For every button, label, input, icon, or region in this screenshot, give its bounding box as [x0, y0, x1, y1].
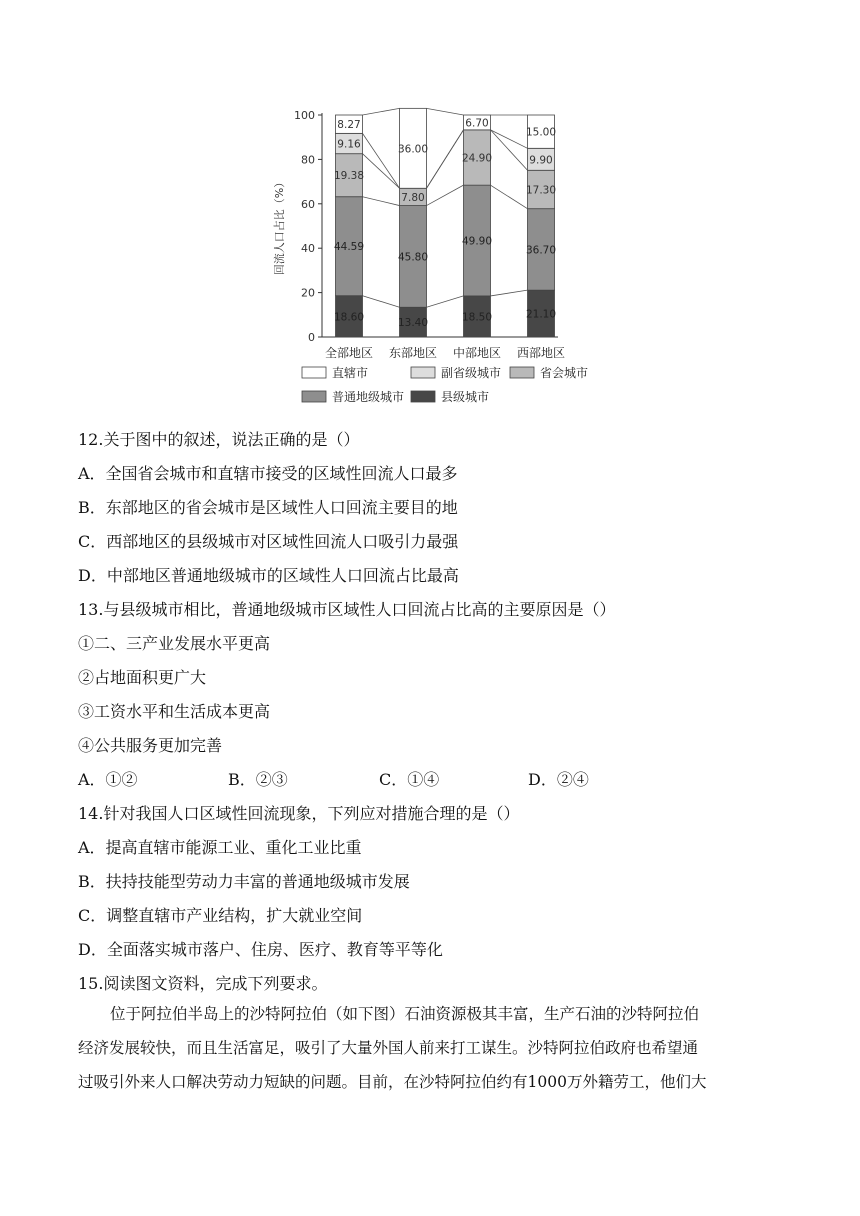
x-category-label: 东部地区 [388, 346, 438, 360]
q14-stem: 14.针对我国人口区域性回流现象，下列应对措施合理的是（） [78, 804, 520, 823]
legend-label: 省会城市 [540, 366, 589, 380]
y-tick-label: 60 [301, 197, 315, 211]
x-category-label: 中部地区 [452, 346, 502, 360]
q13-item-1: ①二、三产业发展水平更高 [78, 634, 271, 653]
connector-line [491, 130, 528, 148]
connector-line [427, 185, 464, 205]
x-category-label: 全部地区 [324, 346, 374, 360]
stacked-bar-chart [270, 100, 600, 415]
q13-item-3: ③工资水平和生活成本更高 [78, 702, 271, 721]
data-label: 36.70 [525, 244, 557, 257]
data-label: 8.27 [337, 119, 361, 132]
connector-line [427, 108, 464, 115]
connector-line [491, 185, 528, 209]
connector-line [491, 130, 528, 170]
x-category-label: 西部地区 [516, 346, 566, 360]
q14-option-b: B．扶持技能型劳动力丰富的普通地级城市发展 [78, 872, 410, 891]
data-label: 15.00 [525, 126, 557, 139]
q12-option-b: B．东部地区的省会城市是区域性人口回流主要目的地 [78, 498, 458, 517]
connector-line [427, 130, 464, 188]
legend-label: 副省级城市 [441, 366, 502, 380]
connector-line [363, 133, 400, 188]
passage-line-3: 过吸引外来人口解决劳动力短缺的问题。目前，在沙特阿拉伯约有1000万外籍劳工，他们大 [78, 1073, 707, 1091]
data-label: 44.59 [333, 241, 365, 254]
q12-option-c: C．西部地区的县级城市对区域性回流人口吸引力最强 [78, 532, 459, 551]
legend-swatch [302, 391, 326, 402]
y-axis-title: 回流人口占比（%） [273, 176, 286, 276]
data-label: 9.16 [337, 138, 361, 151]
legend-label: 普通地级城市 [332, 390, 405, 404]
data-label: 19.38 [333, 170, 365, 183]
data-label: 7.80 [401, 191, 425, 204]
q13-stem: 13.与县级城市相比，普通地级城市区域性人口回流占比高的主要原因是（） [78, 600, 616, 619]
q12-option-d: D．中部地区普通地级城市的区域性人口回流占比最高 [78, 566, 459, 585]
q13-item-2: ②占地面积更广大 [78, 668, 207, 687]
data-label: 45.80 [397, 251, 429, 264]
y-tick-label: 40 [301, 242, 315, 256]
connector-line [363, 108, 400, 115]
data-label: 18.60 [333, 311, 365, 324]
q13-option-d: D．②④ [528, 770, 589, 789]
passage-line-1: 位于阿拉伯半岛上的沙特阿拉伯（如下图）石油资源极其丰富，生产石油的沙特阿拉伯 [110, 1005, 700, 1023]
y-tick-label: 0 [308, 331, 315, 344]
y-tick-label: 20 [301, 286, 315, 300]
q13-item-4: ④公共服务更加完善 [78, 736, 223, 755]
data-label: 6.70 [465, 117, 489, 130]
q14-option-c: C．调整直辖市产业结构，扩大就业空间 [78, 906, 363, 925]
q13-option-b: B．②③ [228, 770, 288, 789]
data-label: 24.90 [461, 152, 493, 165]
y-tick-label: 80 [301, 153, 315, 167]
q12-option-a: A．全国省会城市和直辖市接受的区域性回流人口最多 [78, 464, 458, 483]
connector-line [363, 197, 400, 206]
y-tick-label: 100 [294, 109, 315, 122]
legend-label: 县级城市 [441, 390, 490, 404]
connector-line [491, 290, 528, 296]
data-label: 21.10 [525, 308, 557, 321]
legend-swatch [510, 367, 534, 378]
passage-line-2: 经济发展较快，而且生活富足，吸引了大量外国人前来打工谋生。沙特阿拉伯政府也希望通 [78, 1039, 699, 1057]
data-label: 17.30 [525, 184, 557, 197]
data-label: 18.50 [461, 311, 493, 324]
data-label: 9.90 [529, 154, 553, 167]
q14-option-d: D．全面落实城市落户、住房、医疗、教育等平等化 [78, 940, 443, 959]
q15-stem: 15.阅读图文资料，完成下列要求。 [78, 974, 328, 993]
legend-label: 直辖市 [332, 366, 369, 380]
q12-stem: 12.关于图中的叙述，说法正确的是（） [78, 430, 360, 449]
q14-option-a: A．提高直辖市能源工业、重化工业比重 [78, 838, 362, 857]
q15-passage [78, 997, 784, 1099]
connector-line [363, 154, 400, 189]
connector-line [363, 296, 400, 308]
data-label: 36.00 [397, 143, 429, 156]
legend-swatch [302, 367, 326, 378]
q13-option-a: A．①② [78, 770, 138, 789]
q13-option-c: C．①④ [379, 770, 440, 789]
legend-swatch [411, 391, 435, 402]
data-label: 49.90 [461, 235, 493, 248]
data-label: 13.40 [397, 317, 429, 330]
connector-line [427, 296, 464, 307]
legend-swatch [411, 367, 435, 378]
